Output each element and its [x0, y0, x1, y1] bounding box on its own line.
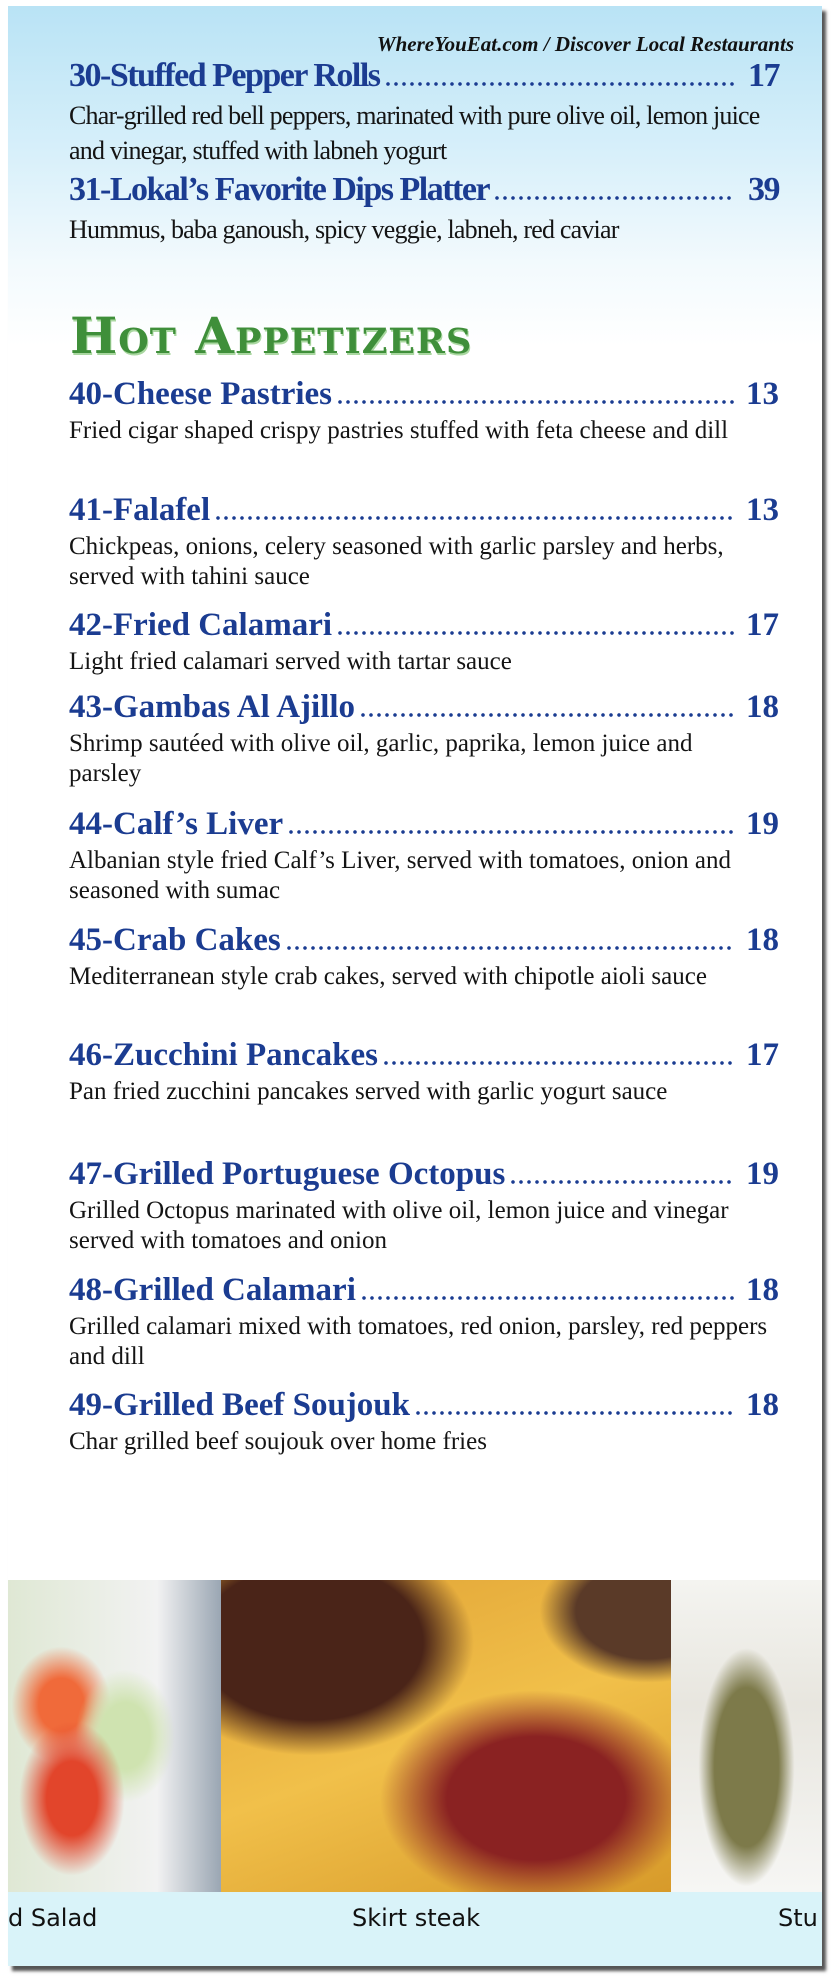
item-title: 43-Gambas Al Ajillo	[69, 689, 356, 725]
dot-leader	[287, 829, 735, 835]
menu-item	[69, 806, 779, 906]
item-title: 42-Fried Calamari	[69, 607, 333, 643]
item-price: 17	[746, 1037, 779, 1073]
dot-leader	[493, 195, 735, 201]
item-title: 46-Zucchini Pancakes	[69, 1037, 378, 1073]
dot-leader	[382, 1060, 735, 1066]
item-price: 13	[746, 376, 779, 412]
dot-leader	[414, 1410, 735, 1416]
item-price: 17	[748, 57, 779, 94]
salad-photo	[8, 1580, 221, 1892]
dot-leader	[384, 81, 735, 87]
menu-item	[69, 689, 779, 789]
item-title: 49-Grilled Beef Soujouk	[69, 1387, 411, 1423]
item-description: Char grilled beef soujouk over home fries	[69, 1428, 487, 1455]
menu-item	[69, 492, 779, 592]
item-title: 31-Lokal’s Favorite Dips Platter	[69, 171, 490, 208]
menu-item	[69, 1387, 779, 1457]
dot-leader	[336, 399, 735, 405]
caption-stuffed: Stu	[778, 1904, 818, 1932]
menu-item	[69, 58, 779, 168]
dot-leader	[509, 1179, 735, 1185]
item-description: Shrimp sautéed with olive oil, garlic, paprika, lemon juice and parsley	[69, 730, 693, 787]
item-title: 30-Stuffed Pepper Rolls	[69, 57, 380, 94]
item-price: 18	[746, 922, 779, 958]
dot-leader	[360, 1295, 735, 1301]
item-price: 18	[746, 1272, 779, 1308]
menu-item	[69, 1272, 779, 1372]
item-title: 48-Grilled Calamari	[69, 1272, 356, 1308]
dot-leader	[285, 945, 735, 951]
photo-captions	[8, 1892, 822, 1966]
item-price: 18	[746, 689, 779, 725]
item-price: 19	[746, 1156, 779, 1192]
menu-page	[8, 6, 822, 1966]
menu-item	[69, 922, 779, 992]
menu-item	[69, 607, 779, 677]
item-title: 45-Crab Cakes	[69, 922, 281, 958]
menu-item	[69, 1037, 779, 1107]
dot-leader	[214, 515, 735, 521]
dot-leader	[359, 712, 735, 718]
photo-strip	[8, 1580, 822, 1892]
item-price: 39	[748, 171, 779, 208]
item-title: 41-Falafel	[69, 492, 211, 528]
menu-item	[69, 172, 779, 247]
caption-skirt-steak: Skirt steak	[352, 1904, 480, 1932]
item-title: 44-Calf’s Liver	[69, 806, 284, 842]
item-description: Fried cigar shaped crispy pastries stuffed with feta cheese and dill	[69, 417, 729, 444]
item-price: 17	[746, 607, 779, 643]
item-description: Pan fried zucchini pancakes served with garlic yogurt sauce	[69, 1078, 668, 1105]
caption-salad: d Salad	[8, 1904, 98, 1932]
item-price: 19	[746, 806, 779, 842]
watermark: WhereYouEat.com / Discover Local Restaurants	[376, 32, 794, 56]
dot-leader	[336, 630, 735, 636]
item-description: Grilled Octopus marinated with olive oil, lemon juice and vinegar served with tomatoes and onion	[69, 1197, 729, 1254]
menu-item	[69, 1156, 779, 1256]
item-description: Chickpeas, onions, celery seasoned with garlic parsley and herbs, served with tahini sauce	[69, 533, 724, 590]
item-title: 47-Grilled Portuguese Octopus	[69, 1156, 506, 1192]
item-price: 13	[746, 492, 779, 528]
item-price: 18	[746, 1387, 779, 1423]
menu-item	[69, 376, 779, 446]
item-description: Char-grilled red bell peppers, marinated with pure olive oil, lemon juice and vinegar, stuffed with labneh yogurt	[69, 101, 760, 165]
item-description: Albanian style fried Calf’s Liver, served with tomatoes, onion and seasoned with sumac	[69, 847, 732, 904]
stuffed-grape-leaves-photo	[671, 1580, 822, 1892]
item-description: Mediterranean style crab cakes, served with chipotle aioli sauce	[69, 963, 707, 990]
item-title: 40-Cheese Pastries	[69, 376, 333, 412]
item-description: Light fried calamari served with tartar sauce	[69, 648, 512, 675]
section-heading: Hot Appetizers	[70, 306, 473, 365]
item-description: Grilled calamari mixed with tomatoes, red onion, parsley, red peppers and dill	[69, 1313, 768, 1370]
skirt-steak-photo	[221, 1580, 671, 1892]
item-description: Hummus, baba ganoush, spicy veggie, labneh, red caviar	[69, 215, 619, 244]
